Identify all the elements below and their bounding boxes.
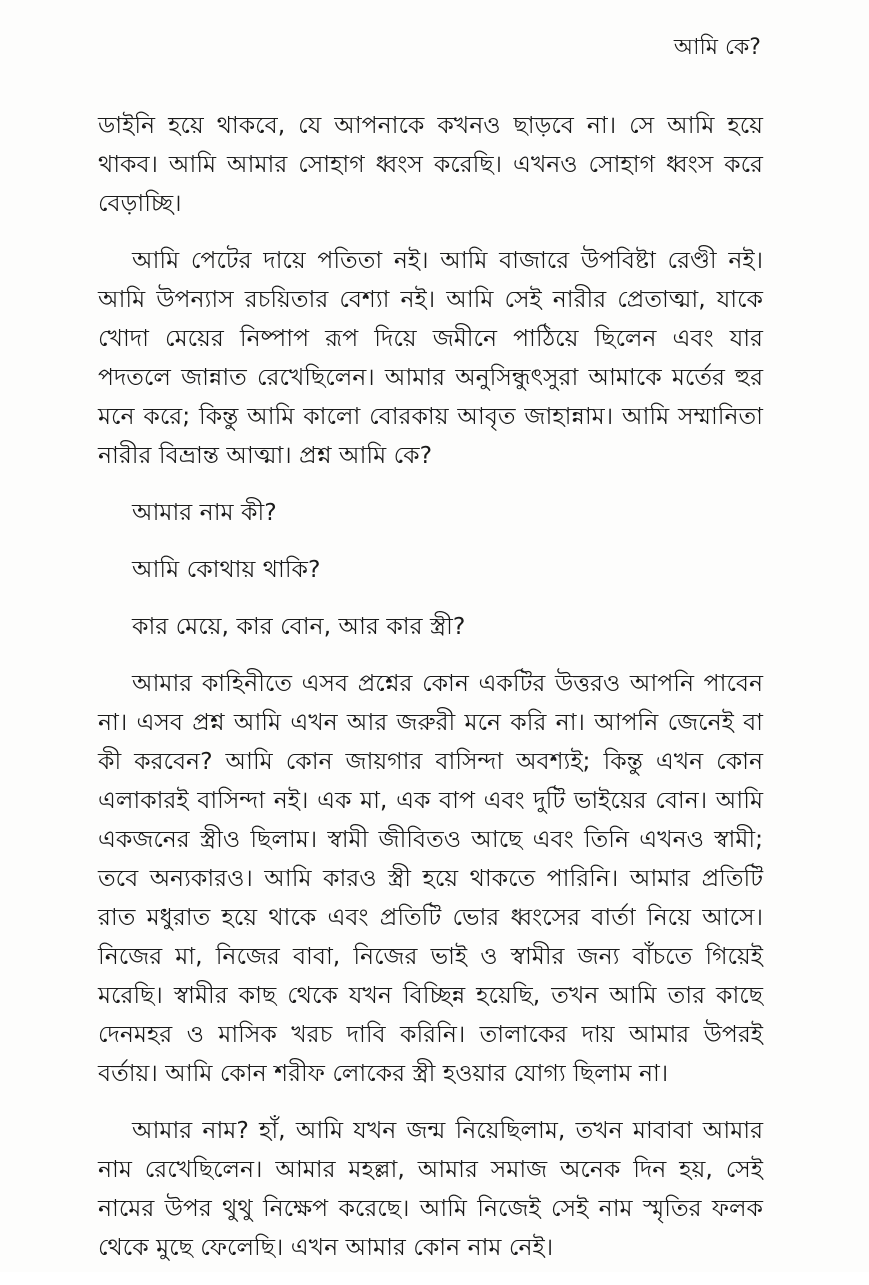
question-name: আমার নাম কী? — [132, 498, 277, 526]
running-header: আমি কে? — [673, 35, 761, 60]
question-relations: কার মেয়ে, কার বোন, আর কার স্ত্রী? — [132, 612, 466, 640]
question-residence: আমি কোথায় থাকি? — [132, 555, 321, 583]
paragraph-1: ডাইনি হয়ে থাকবে, যে আপনাকে কখনও ছাড়বে না। সে আমি হয়ে থাকব। আমি আমার সোহাগ ধ্বংস করেছি। এখনও সোহাগ ধ্বংস করে বেড়াচ্ছি। — [98, 111, 763, 217]
paragraph-2: আমি পেটের দায়ে পতিতা নই। আমি বাজারে উপবিষ্টা রেণ্ডী নই। আমি উপন্যাস রচয়িতার বেশ্যা নই। আমি সেই নারীর প্রেতাত্মা, যাকে খোদা মেয়ের নিষ্পাপ রূপ দিয়ে জমীনে পাঠিয়ে ছিলেন এবং যার পদতলে জান্নাত রেখেছিলেন। আমার অনুসিন্ধুৎসুরা আমাকে মর্তের হুর মনে করে; কিন্তু আমি কালো বোরকায় আবৃত জাহান্নাম। আমি সম্মানিতা নারীর বিভ্রান্ত আত্মা। প্রশ্ন আমি কে? — [98, 246, 763, 469]
paragraph-story: আমার কাহিনীতে এসব প্রশ্নের কোন একটির উত্তরও আপনি পাবেন না। এসব প্রশ্ন আমি এখন আর জরুরী মনে করি না। আপনি জেনেই বা কী করবেন? আমি কোন জায়গার বাসিন্দা অবশ্যই; কিন্তু এখন কোন এলাকারই বাসিন্দা নই। এক মা, এক বাপ এবং দুটি ভাইয়ের বোন। আমি একজনের স্ত্রীও ছিলাম। স্বামী জীবিতও আছে এবং তিনি এখনও স্বামী; তবে অন্যকারও। আমি কারও স্ত্রী হয়ে থাকতে পারিনি। আমার প্রতিটি রাত মধুরাত হয়ে থাকে এবং প্রতিটি ভোর ধ্বংসের বার্তা নিয়ে আসে। নিজের মা, নিজের বাবা, নিজের ভাই ও স্বামীর জন্য বাঁচতে গিয়েই মরেছি। স্বামীর কাছ থেকে যখন বিচ্ছিন্ন হয়েছি, তখন আমি তার কাছে দেনমহর ও মাসিক খরচ দাবি করিনি। তালাকের দায় আমার উপরই বর্তায়। আমি কোন শরীফ লোকের স্ত্রী হওয়ার যোগ্য ছিলাম না। — [98, 669, 763, 1087]
paragraph-name: আমার নাম? হাঁ, আমি যখন জন্ম নিয়েছিলাম, তখন মাবাবা আমার নাম রেখেছিলেন। আমার মহল্লা, আমার সমাজ অনেক দিন হয়, সেই নামের উপর থুথু নিক্ষেপ করেছে। আমি নিজেই সেই নাম স্মৃতির ফলক থেকে মুছে ফেলেছি। এখন আমার কোন নাম নেই। — [98, 1116, 763, 1261]
body-text — [98, 106, 763, 1285]
